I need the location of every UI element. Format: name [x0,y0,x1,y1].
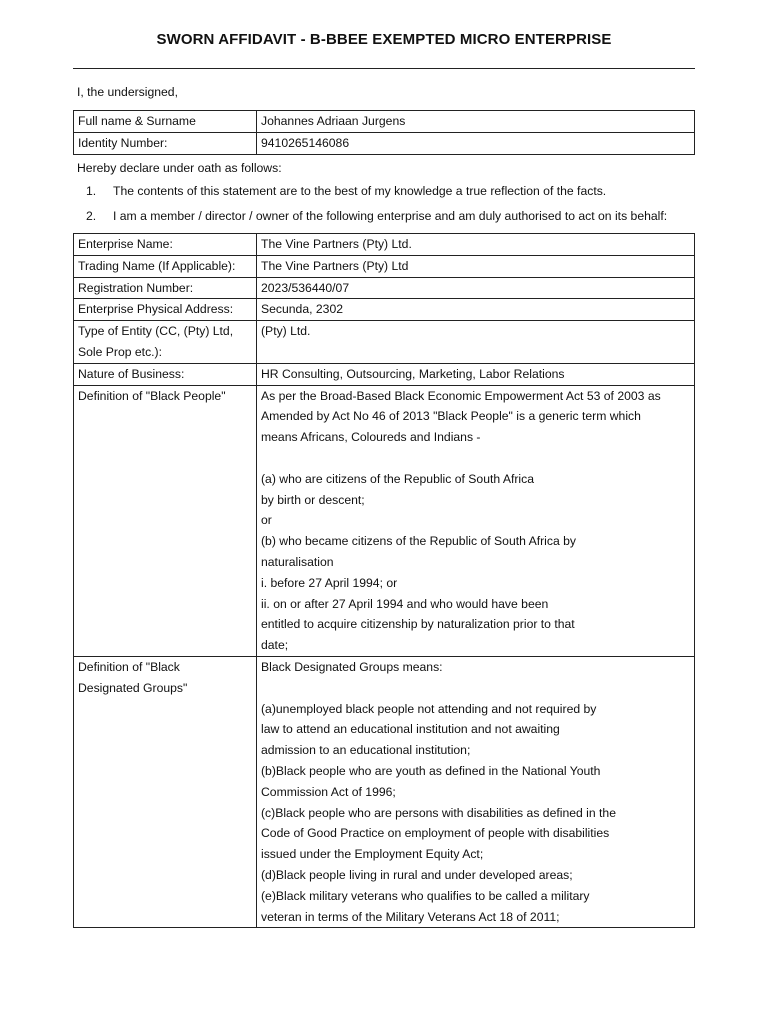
definition-line: (a) who are citizens of the Republic of South Africa [261,471,535,486]
definition-line: Commission Act of 1996; [261,784,396,799]
definition-line: Code of Good Practice on employment of people with disabilities [261,826,610,841]
definition-line: Amended by Act No 46 of 2013 "Black People" is a generic term which [261,409,641,424]
enterprise-table [73,233,695,928]
definition-line: (a)unemployed black people not attending and not required by [261,701,597,716]
table-row [74,111,695,133]
registration-number-label: Registration Number: [74,277,257,299]
registration-number-value: 2023/536440/07 [257,277,695,299]
definition-line: issued under the Employment Equity Act; [261,847,484,862]
table-row [74,277,695,299]
definition-line: by birth or descent; [261,492,365,507]
definition-line: entitled to acquire citizenship by naturalization prior to that [261,617,575,632]
physical-address-label: Enterprise Physical Address: [74,299,257,321]
definition-line: admission to an educational institution; [261,743,471,758]
declare-text: Hereby declare under oath as follows: [77,161,282,175]
definition-line: As per the Broad-Based Black Economic Empowerment Act 53 of 2003 as [261,388,661,403]
nature-of-business-value: HR Consulting, Outsourcing, Marketing, Labor Relations [257,363,695,385]
definition-line: (b)Black people who are youth as defined in the National Youth [261,763,601,778]
entity-type-label [74,321,257,364]
identity-number-value: 9410265146086 [257,132,695,154]
nature-of-business-label: Nature of Business: [74,363,257,385]
definition-line: (c)Black people who are persons with disabilities as defined in the [261,805,616,820]
table-row [74,299,695,321]
full-name-value: Johannes Adriaan Jurgens [257,111,695,133]
black-people-label: Definition of "Black People" [74,385,257,656]
statement-number: 1. [86,184,97,198]
table-row [74,321,695,364]
definition-line [261,678,690,699]
definition-line: (b) who became citizens of the Republic of South Africa by [261,534,577,549]
enterprise-name-label: Enterprise Name: [74,234,257,256]
definition-line: means Africans, Coloureds and Indians - [261,430,481,445]
trading-name-value: The Vine Partners (Pty) Ltd [257,255,695,277]
definition-line: or [261,513,272,528]
designated-groups-definition [257,656,695,927]
designated-groups-label [74,656,257,927]
definition-line: (d)Black people living in rural and under developed areas; [261,867,573,882]
definition-line: naturalisation [261,554,334,569]
entity-type-label-line: Sole Prop etc.): [78,344,162,359]
entity-type-value: (Pty) Ltd. [257,321,695,364]
statement-text: The contents of this statement are to the best of my knowledge a true reflection of the facts. [113,184,607,198]
definition-line: Black Designated Groups means: [261,659,443,674]
designated-groups-label-line: Designated Groups" [78,680,188,695]
physical-address-value: Secunda, 2302 [257,299,695,321]
table-row [74,132,695,154]
table-row [74,385,695,656]
definition-line: i. before 27 April 1994; or [261,575,398,590]
document-title: SWORN AFFIDAVIT - B-BBEE EXEMPTED MICRO ENTERPRISE [156,31,612,48]
statement-number: 2. [86,209,97,223]
trading-name-label: Trading Name (If Applicable): [74,255,257,277]
table-row [74,363,695,385]
definition-line: (e)Black military veterans who qualifies to be called a military [261,888,590,903]
definition-line: law to attend an educational institution and not awaiting [261,722,560,737]
table-row [74,234,695,256]
person-table [73,110,695,155]
entity-type-label-line: Type of Entity (CC, (Pty) Ltd, [78,324,234,339]
identity-number-label: Identity Number: [74,132,257,154]
enterprise-name-value: The Vine Partners (Pty) Ltd. [257,234,695,256]
table-row [74,255,695,277]
full-name-label: Full name & Surname [74,111,257,133]
intro-text: I, the undersigned, [77,85,178,99]
title-divider [73,68,695,69]
definition-line: ii. on or after 27 April 1994 and who would have been [261,596,549,611]
designated-groups-label-line: Definition of "Black [78,659,180,674]
definition-line: date; [261,638,289,653]
table-row [74,656,695,927]
statement-text: I am a member / director / owner of the following enterprise and am duly authorised to act on its behalf: [113,209,668,223]
black-people-definition [257,385,695,656]
definition-line [261,448,690,469]
definition-line: veteran in terms of the Military Veterans Act 18 of 2011; [261,909,560,924]
